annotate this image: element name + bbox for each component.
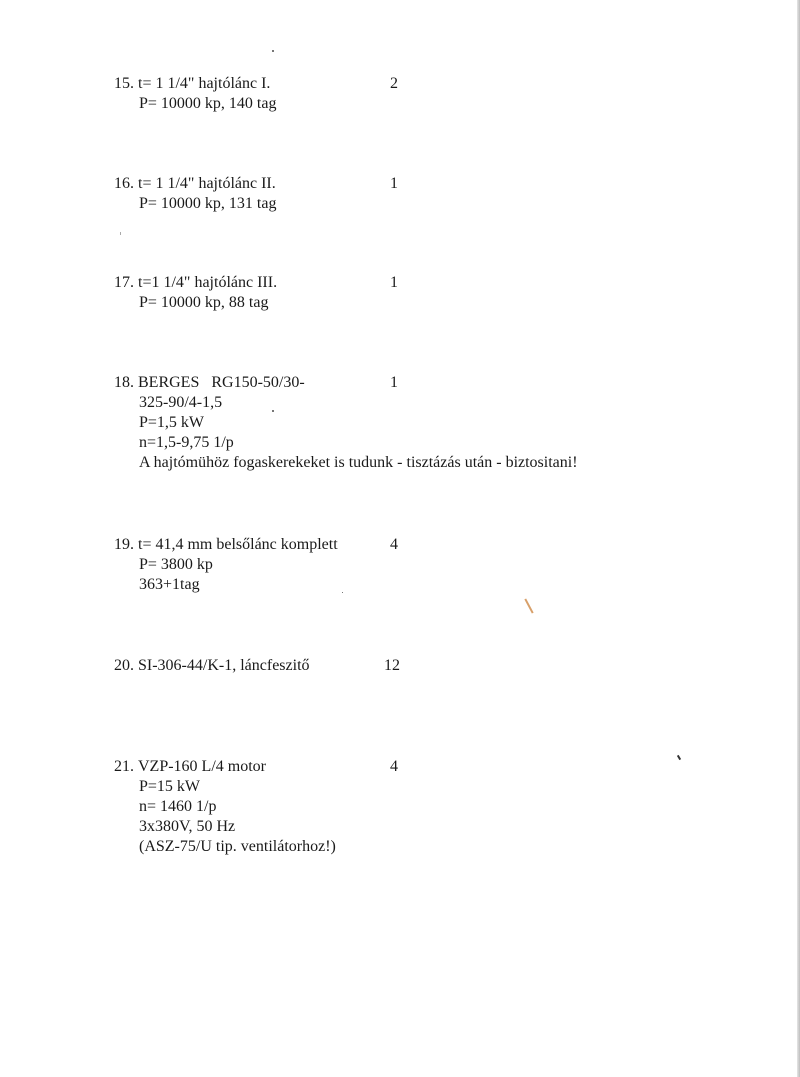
list-item-19 xyxy=(114,535,674,595)
item-title: SI-306-44/K-1, láncfeszitő xyxy=(138,657,310,674)
item-header xyxy=(114,373,674,393)
item-detail: (ASZ-75/U tip. ventilátorhoz!) xyxy=(139,838,336,855)
item-detail: P= 10000 kp, 131 tag xyxy=(139,195,277,212)
item-note: A hajtómühöz fogaskerekeket is tudunk - tisztázás után - biztositani! xyxy=(139,454,578,471)
item-header xyxy=(114,273,674,293)
item-detail: P= 10000 kp, 88 tag xyxy=(139,294,269,311)
item-header xyxy=(114,535,674,555)
item-number: 15. xyxy=(114,75,134,92)
list-item-16 xyxy=(114,174,674,214)
item-quantity: 1 xyxy=(390,374,398,391)
item-quantity: 1 xyxy=(390,175,398,192)
scan-speck xyxy=(272,50,274,52)
item-title: t=1 1/4" hajtólánc III. xyxy=(138,274,278,291)
item-detail: n= 1460 1/p xyxy=(139,798,217,815)
item-header xyxy=(114,656,674,676)
item-title: VZP-160 L/4 motor xyxy=(138,758,266,775)
list-item-18 xyxy=(114,373,674,473)
scan-speck xyxy=(272,410,274,412)
item-number: 18. xyxy=(114,374,134,391)
item-title: t= 1 1/4" hajtólánc I. xyxy=(138,75,271,92)
item-detail: P= 10000 kp, 140 tag xyxy=(139,95,277,112)
item-detail: 3x380V, 50 Hz xyxy=(139,818,236,835)
scan-speck xyxy=(677,755,681,760)
item-quantity: 4 xyxy=(390,758,398,775)
list-item-17 xyxy=(114,273,674,313)
list-item-21 xyxy=(114,757,674,857)
item-title: BERGES RG150-50/30- xyxy=(138,374,305,391)
list-item-20 xyxy=(114,656,674,676)
scan-mark xyxy=(524,598,533,613)
list-item-15 xyxy=(114,74,674,114)
item-detail: n=1,5-9,75 1/p xyxy=(139,434,234,451)
item-detail: P=15 kW xyxy=(139,778,201,795)
item-quantity: 4 xyxy=(390,536,398,553)
item-quantity: 12 xyxy=(384,657,400,674)
item-detail: 325-90/4-1,5 xyxy=(139,394,223,411)
item-detail: 363+1tag xyxy=(139,576,200,593)
item-number: 16. xyxy=(114,175,134,192)
item-detail: P= 3800 kp xyxy=(139,556,213,573)
item-header xyxy=(114,74,674,94)
item-number: 20. xyxy=(114,657,134,674)
item-title: t= 1 1/4" hajtólánc II. xyxy=(138,175,276,192)
item-number: 21. xyxy=(114,758,134,775)
item-quantity: 1 xyxy=(390,274,398,291)
item-title: t= 41,4 mm belsőlánc komplett xyxy=(138,536,338,553)
scan-speck xyxy=(342,592,343,593)
scan-speck xyxy=(120,232,121,235)
item-number: 17. xyxy=(114,274,134,291)
item-detail: P=1,5 kW xyxy=(139,414,205,431)
item-quantity: 2 xyxy=(390,75,398,92)
item-header xyxy=(114,174,674,194)
item-number: 19. xyxy=(114,536,134,553)
item-header xyxy=(114,757,674,777)
